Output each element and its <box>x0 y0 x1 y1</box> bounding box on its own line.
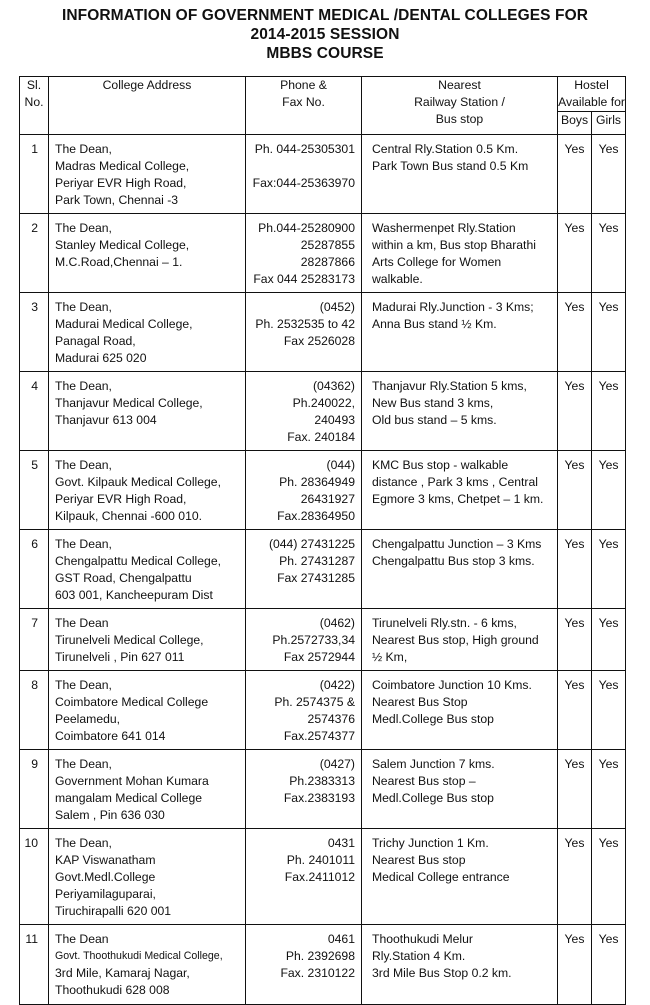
row-college-address-text: The Dean, Madras Medical College, Periyar EVR High Road, Park Town, Chennai -3 <box>55 142 190 207</box>
row-college-address-text: The Dean, Thanjavur Medical College, Thanjavur 613 004 <box>55 379 203 427</box>
row-sl-no-text: 6 <box>31 537 38 551</box>
row-sl-no-text: 2 <box>31 221 38 235</box>
table-row <box>20 135 626 214</box>
document-title <box>0 0 650 63</box>
row-railway-bus-text: Chengalpattu Junction – 3 Kms Chengalpattu Bus stop 3 kms. <box>372 537 542 568</box>
row-hostel-boys <box>558 451 592 530</box>
row-hostel-girls <box>592 925 626 1005</box>
row-hostel-girls <box>592 750 626 829</box>
row-railway-bus <box>362 451 558 530</box>
header-girls: Girls <box>592 112 626 135</box>
row-sl-no-text: 1 <box>31 142 38 156</box>
header-phone-fax: Phone & Fax No. <box>246 77 362 135</box>
header-railway-bus: Nearest Railway Station / Bus stop <box>362 77 558 135</box>
row-college-address <box>49 609 246 671</box>
row-sl-no <box>20 925 49 1005</box>
row-hostel-boys-text: Yes <box>564 300 585 314</box>
row-railway-bus-text: Thoothukudi Melur Rly.Station 4 Km. 3rd Mile Bus Stop 0.2 km. <box>372 932 512 980</box>
row-railway-bus-text: Tirunelveli Rly.stn. - 6 kms, Nearest Bus stop, High ground ½ Km, <box>372 616 539 664</box>
table-row <box>20 609 626 671</box>
row-hostel-girls-text: Yes <box>598 221 619 235</box>
row-hostel-girls <box>592 293 626 372</box>
row-hostel-girls-text: Yes <box>598 678 619 692</box>
row-sl-no <box>20 293 49 372</box>
row-railway-bus <box>362 609 558 671</box>
row-railway-bus <box>362 925 558 1005</box>
title-line-3: MBBS COURSE <box>266 45 384 62</box>
row-college-address <box>49 750 246 829</box>
row-sl-no-text: 4 <box>31 379 38 393</box>
row-college-address-text: The Dean, Chengalpattu Medical College, GST Road, Chengalpattu 603 001, Kancheepuram Dist <box>55 537 221 602</box>
row-railway-bus <box>362 530 558 609</box>
row-college-address <box>49 671 246 750</box>
row-hostel-girls <box>592 609 626 671</box>
row-phone-fax <box>246 750 362 829</box>
row-hostel-boys-text: Yes <box>564 221 585 235</box>
row-hostel-boys-text: Yes <box>564 458 585 472</box>
table-row <box>20 214 626 293</box>
row-sl-no-text: 7 <box>31 616 38 630</box>
row-hostel-boys <box>558 829 592 925</box>
row-hostel-girls-text: Yes <box>598 616 619 630</box>
row-phone-fax <box>246 214 362 293</box>
row-sl-no-text: 9 <box>31 757 38 771</box>
row-hostel-girls-text: Yes <box>598 537 619 551</box>
table-row <box>20 829 626 925</box>
row-college-address-text: The Dean, Madurai Medical College, Panagal Road, Madurai 625 020 <box>55 300 193 365</box>
row-railway-bus-text: Madurai Rly.Junction - 3 Kms; Anna Bus stand ½ Km. <box>372 300 534 331</box>
row-hostel-girls <box>592 135 626 214</box>
row-hostel-girls <box>592 530 626 609</box>
row-hostel-girls-text: Yes <box>598 932 619 946</box>
row-railway-bus-text: Thanjavur Rly.Station 5 kms, New Bus stand 3 kms, Old bus stand – 5 kms. <box>372 379 527 427</box>
row-sl-no-text: 8 <box>31 678 38 692</box>
row-college-address <box>49 293 246 372</box>
row-sl-no <box>20 829 49 925</box>
row-hostel-boys-text: Yes <box>564 142 585 156</box>
row-railway-bus-text: Coimbatore Junction 10 Kms. Nearest Bus Stop Medl.College Bus stop <box>372 678 532 726</box>
row-phone-fax-text: (044) Ph. 28364949 26431927 Fax.28364950 <box>277 458 355 523</box>
row-hostel-girls-text: Yes <box>598 142 619 156</box>
row-hostel-boys-text: Yes <box>564 836 585 850</box>
row-phone-fax-text: 0431 Ph. 2401011 Fax.2411012 <box>284 836 355 884</box>
row-sl-no <box>20 214 49 293</box>
row-college-address-text <box>49 925 245 1003</box>
row-phone-fax <box>246 829 362 925</box>
row-hostel-boys <box>558 530 592 609</box>
row-hostel-boys-text: Yes <box>564 932 585 946</box>
row-railway-bus <box>362 214 558 293</box>
row-phone-fax-text: (04362) Ph.240022, 240493 Fax. 240184 <box>287 379 355 444</box>
row-railway-bus-text: Trichy Junction 1 Km. Nearest Bus stop Medical College entrance <box>372 836 510 884</box>
row-phone-fax-text: (0427) Ph.2383313 Fax.2383193 <box>283 757 355 805</box>
row-railway-bus <box>362 372 558 451</box>
row-phone-fax-text: (0452) Ph. 2532535 to 42 Fax 2526028 <box>255 300 355 348</box>
address-line: Govt. Thoothukudi Medical College, <box>55 950 223 962</box>
row-hostel-boys-text: Yes <box>564 757 585 771</box>
row-phone-fax <box>246 293 362 372</box>
row-hostel-boys <box>558 609 592 671</box>
title-line-1: INFORMATION OF GOVERNMENT MEDICAL /DENTAL COLLEGES FOR <box>61 7 589 24</box>
row-hostel-boys <box>558 293 592 372</box>
row-hostel-boys <box>558 135 592 214</box>
row-sl-no <box>20 135 49 214</box>
header-hostel: Hostel Available for <box>558 77 626 112</box>
row-phone-fax-text: Ph.044-25280900 25287855 28287866 Fax 044 25283173 <box>253 221 355 286</box>
address-line: The Dean <box>55 932 109 946</box>
row-college-address-text: The Dean, KAP Viswanatham Govt.Medl.College Periyamilaguparai, Tiruchirapalli 620 001 <box>55 836 172 918</box>
row-phone-fax <box>246 451 362 530</box>
row-sl-no-text: 10 <box>24 836 38 850</box>
row-hostel-boys <box>558 214 592 293</box>
row-hostel-girls-text: Yes <box>598 300 619 314</box>
row-sl-no-text: 5 <box>31 458 38 472</box>
table-row <box>20 530 626 609</box>
row-hostel-boys <box>558 925 592 1005</box>
row-college-address-text: The Dean, Stanley Medical College, M.C.Road,Chennai – 1. <box>55 221 190 269</box>
table-row <box>20 293 626 372</box>
row-college-address <box>49 451 246 530</box>
row-sl-no <box>20 451 49 530</box>
row-hostel-boys <box>558 671 592 750</box>
row-college-address-text: The Dean, Govt. Kilpauk Medical College, Periyar EVR High Road, Kilpauk, Chennai -600 010. <box>55 458 221 523</box>
row-college-address <box>49 829 246 925</box>
row-college-address <box>49 372 246 451</box>
row-sl-no <box>20 609 49 671</box>
row-sl-no-text: 11 <box>25 932 38 946</box>
row-hostel-girls <box>592 671 626 750</box>
colleges-table <box>19 76 626 1005</box>
row-college-address-text: The Dean, Coimbatore Medical College Peelamedu, Coimbatore 641 014 <box>55 678 209 743</box>
row-hostel-girls-text: Yes <box>598 836 619 850</box>
row-hostel-girls <box>592 829 626 925</box>
row-hostel-boys-text: Yes <box>564 616 585 630</box>
table-row <box>20 372 626 451</box>
header-sl-no: Sl. No. <box>20 77 49 135</box>
row-hostel-boys-text: Yes <box>564 537 585 551</box>
row-railway-bus <box>362 293 558 372</box>
row-hostel-girls-text: Yes <box>598 458 619 472</box>
row-sl-no <box>20 671 49 750</box>
row-phone-fax <box>246 135 362 214</box>
row-phone-fax <box>246 609 362 671</box>
table-row <box>20 925 626 1005</box>
header-boys: Boys <box>558 112 592 135</box>
row-hostel-girls-text: Yes <box>598 757 619 771</box>
header-college-address: College Address <box>49 77 246 135</box>
row-hostel-boys <box>558 750 592 829</box>
row-hostel-girls <box>592 214 626 293</box>
row-railway-bus <box>362 135 558 214</box>
row-college-address <box>49 214 246 293</box>
row-phone-fax-text: (0422) Ph. 2574375 & 2574376 Fax.2574377 <box>274 678 355 743</box>
row-college-address-text: The Dean Tirunelveli Medical College, Tirunelveli , Pin 627 011 <box>55 616 204 664</box>
row-phone-fax-text: 0461 Ph. 2392698 Fax. 2310122 <box>280 932 355 980</box>
row-railway-bus-text: Washermenpet Rly.Station within a km, Bus stop Bharathi Arts College for Women walkable. <box>372 221 536 286</box>
row-sl-no <box>20 530 49 609</box>
row-phone-fax <box>246 530 362 609</box>
row-hostel-boys-text: Yes <box>564 678 585 692</box>
row-phone-fax-text: (044) 27431225 Ph. 27431287 Fax 27431285 <box>268 537 355 585</box>
row-phone-fax-text: Ph. 044-25305301 Fax:044-25363970 <box>252 142 355 190</box>
row-railway-bus <box>362 829 558 925</box>
row-hostel-girls <box>592 451 626 530</box>
row-college-address-text: The Dean, Government Mohan Kumara mangalam Medical College Salem , Pin 636 030 <box>55 757 209 822</box>
row-sl-no <box>20 750 49 829</box>
row-railway-bus-text: KMC Bus stop - walkable distance , Park 3 kms , Central Egmore 3 kms, Chetpet – 1 km. <box>372 458 544 506</box>
row-hostel-boys-text: Yes <box>564 379 585 393</box>
row-college-address <box>49 135 246 214</box>
row-railway-bus-text: Salem Junction 7 kms. Nearest Bus stop – Medl.College Bus stop <box>372 757 495 805</box>
row-railway-bus-text: Central Rly.Station 0.5 Km. Park Town Bus stand 0.5 Km <box>372 142 529 173</box>
row-hostel-girls <box>592 372 626 451</box>
row-railway-bus <box>362 671 558 750</box>
row-phone-fax-text: (0462) Ph.2572733,34 Fax 2572944 <box>272 616 355 664</box>
row-sl-no <box>20 372 49 451</box>
row-phone-fax <box>246 925 362 1005</box>
title-line-2: 2014-2015 SESSION <box>250 26 400 43</box>
table-row <box>20 671 626 750</box>
row-college-address <box>49 925 246 1005</box>
row-railway-bus <box>362 750 558 829</box>
address-line: 3rd Mile, Kamaraj Nagar, Thoothukudi 628 008 <box>55 966 190 997</box>
row-phone-fax <box>246 372 362 451</box>
row-phone-fax <box>246 671 362 750</box>
row-sl-no-text: 3 <box>31 300 38 314</box>
table-row <box>20 750 626 829</box>
row-hostel-boys <box>558 372 592 451</box>
row-college-address <box>49 530 246 609</box>
table-row <box>20 451 626 530</box>
row-hostel-girls-text: Yes <box>598 379 619 393</box>
